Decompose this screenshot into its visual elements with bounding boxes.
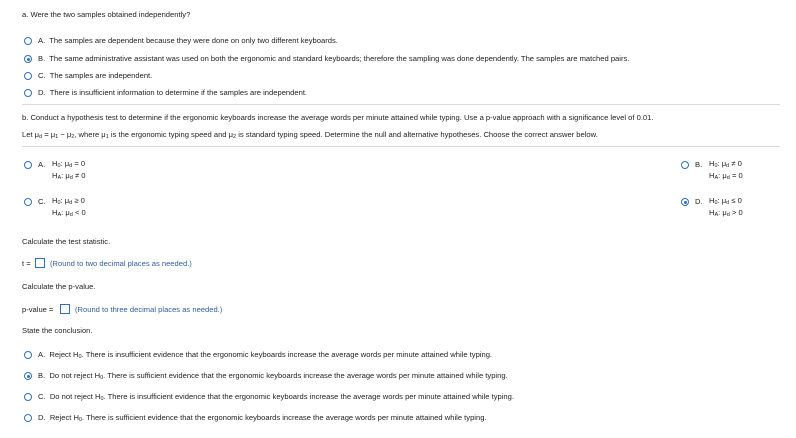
- hyp-d-null: $H_0$: $\mu_d \le 0$: [709, 196, 742, 206]
- radio-a-c[interactable]: [24, 72, 32, 80]
- option-letter: C.: [38, 71, 46, 80]
- let-statement: Let $\mu_d = \mu_1 - \mu_2$, where $\mu_1$ is the ergonomic typing speed and $\mu_2$ is standard typing speed. Determine the null and alternative hypotheses. Choose the correct answer below.: [22, 130, 598, 140]
- radio-hyp-d[interactable]: [681, 198, 689, 206]
- hyp-c[interactable]: [52, 196, 86, 220]
- concl-option-c[interactable]: C. Do not reject $H_0$. There is insufficient evidence that the ergonomic keyboards increase the average words per minute attained while typing.: [38, 392, 514, 402]
- question-b: b. Conduct a hypothesis test to determine if the ergonomic keyboards increase the average words per minute attained while typing. Use a p-value approach with a significance level of 0.01.: [22, 113, 654, 122]
- option-a-c[interactable]: [38, 71, 152, 80]
- pvalue-label: Calculate the p-value.: [22, 282, 96, 291]
- hyp-b-letter[interactable]: B.: [695, 160, 703, 169]
- hyp-a[interactable]: [52, 159, 85, 183]
- radio-concl-c[interactable]: [24, 393, 32, 401]
- radio-a-d[interactable]: [24, 89, 32, 97]
- radio-concl-b[interactable]: [24, 372, 32, 380]
- hyp-b-null: $H_0$: $\mu_d \ne 0$: [709, 159, 742, 169]
- option-letter: A.: [38, 36, 46, 45]
- concl-option-d[interactable]: D. Reject $H_0$. There is sufficient evidence that the ergonomic keyboards increase the average words per minute attained while typing.: [38, 413, 487, 423]
- question-a: a. Were the two samples obtained independently?: [22, 10, 191, 19]
- option-text: The samples are independent.: [49, 71, 153, 80]
- radio-concl-d[interactable]: [24, 414, 32, 422]
- test-stat-label: Calculate the test statistic.: [22, 237, 111, 246]
- radio-concl-a[interactable]: [24, 351, 32, 359]
- hyp-d-alt: $H_A$: $\mu_d > 0$: [709, 208, 743, 218]
- radio-a-b[interactable]: [24, 55, 32, 63]
- t-stat-hint: (Round to two decimal places as needed.): [50, 259, 192, 268]
- hyp-c-alt: $H_A$: $\mu_d < 0$: [52, 208, 86, 218]
- divider: [22, 104, 780, 105]
- radio-a-a[interactable]: [24, 37, 32, 45]
- option-letter: B.: [38, 54, 46, 63]
- radio-hyp-c[interactable]: [24, 198, 32, 206]
- option-a-d[interactable]: [38, 88, 307, 97]
- hyp-c-null: $H_0$: $\mu_d \ge 0$: [52, 196, 85, 206]
- radio-hyp-b[interactable]: [681, 161, 689, 169]
- option-a-b[interactable]: [38, 54, 629, 63]
- hyp-a-null: $H_0$: $\mu_d = 0$: [52, 159, 86, 169]
- t-stat-input[interactable]: [35, 258, 45, 268]
- hyp-c-letter[interactable]: C.: [38, 197, 46, 206]
- concl-option-b[interactable]: B. Do not reject $H_0$. There is sufficient evidence that the ergonomic keyboards increase the average words per minute attained while typing.: [38, 371, 508, 381]
- option-letter: D.: [38, 88, 46, 97]
- pvalue-var-label: p-value =: [22, 305, 54, 314]
- hyp-d-letter[interactable]: D.: [695, 197, 703, 206]
- hyp-b-alt: $H_A$: $\mu_d = 0$: [709, 171, 743, 181]
- option-a-a[interactable]: [38, 36, 338, 45]
- hyp-d[interactable]: [709, 196, 743, 220]
- hyp-b[interactable]: [709, 159, 743, 183]
- hyp-a-alt: $H_A$: $\mu_d \ne 0$: [52, 171, 86, 181]
- option-text: The same administrative assistant was used on both the ergonomic and standard keyboards; therefore the sampling was done dependently. The samples are matched pairs.: [49, 54, 630, 63]
- divider: [22, 146, 780, 147]
- pvalue-hint: (Round to three decimal places as needed.): [75, 305, 223, 314]
- radio-hyp-a[interactable]: [24, 161, 32, 169]
- concl-option-a[interactable]: A. Reject $H_0$. There is insufficient evidence that the ergonomic keyboards increase the average words per minute attained while typing.: [38, 350, 493, 360]
- option-text: The samples are dependent because they were done on only two different keyboards.: [49, 36, 338, 45]
- t-var-label: t =: [22, 259, 31, 268]
- conclusion-label: State the conclusion.: [22, 326, 93, 335]
- option-text: There is insufficient information to determine if the samples are independent.: [49, 88, 308, 97]
- hyp-a-letter[interactable]: A.: [38, 160, 46, 169]
- pvalue-input[interactable]: [60, 304, 70, 314]
